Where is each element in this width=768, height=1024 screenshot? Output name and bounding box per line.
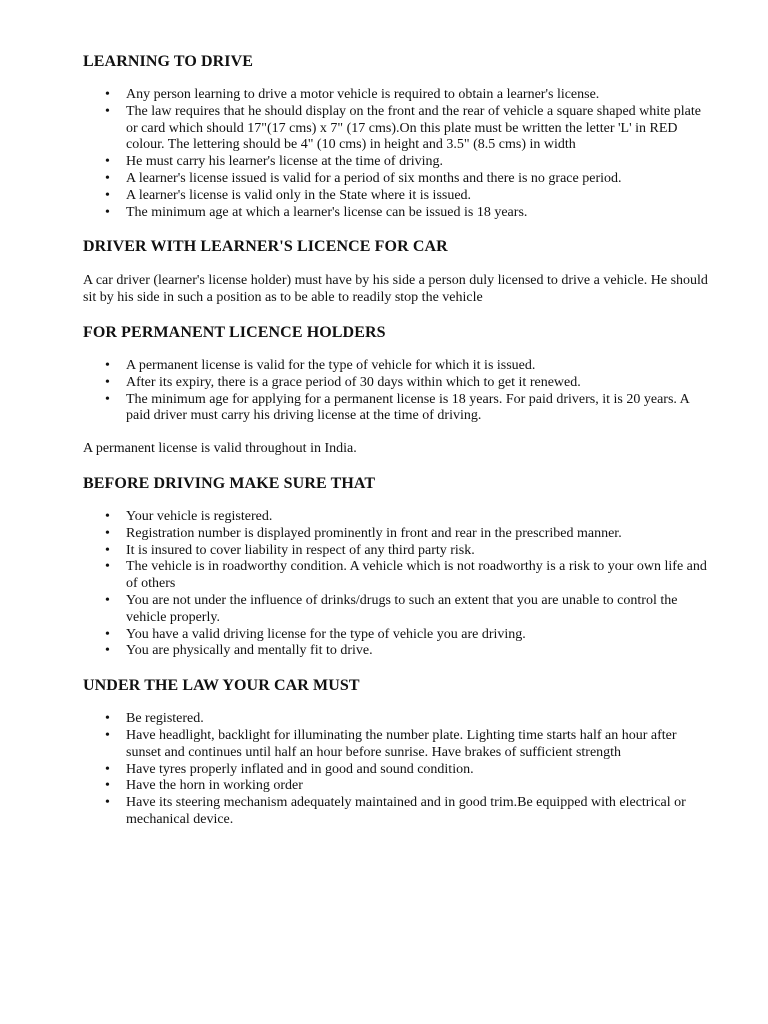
list-item: • It is insured to cover liability in respect of any third party risk. (126, 543, 708, 560)
list-item: • The minimum age at which a learner's license can be issued is 18 years. (126, 205, 708, 222)
list-item: • A permanent license is valid for the type of vehicle for which it is issued. (126, 358, 708, 375)
before-driving-list (83, 509, 708, 660)
list-item: • Be registered. (126, 711, 708, 728)
list-item: • He must carry his learner's license at the time of driving. (126, 154, 708, 171)
section-heading-learning-to-drive: LEARNING TO DRIVE (83, 53, 254, 70)
list-item: • Have headlight, backlight for illuminating the number plate. Lighting time starts half an hour after sunset and continues until half an hour before sunrise. Have brakes of sufficient strength (126, 728, 708, 762)
list-item: • Have tyres properly inflated and in good and sound condition. (126, 762, 708, 779)
list-item: • You are not under the influence of drinks/drugs to such an extent that you are unable to control the vehicle properly. (126, 593, 708, 627)
list-item: • A learner's license issued is valid for a period of six months and there is no grace period. (126, 171, 708, 188)
section-heading-permanent-licence: FOR PERMANENT LICENCE HOLDERS (83, 323, 386, 341)
section-heading-before-driving: BEFORE DRIVING MAKE SURE THAT (83, 474, 376, 492)
list-item: • You are physically and mentally fit to drive. (126, 643, 708, 660)
list-item: • The law requires that he should display on the front and the rear of vehicle a square shaped white plate or card which should 17"(17 cms) x 7" (17 cms).On this plate must be written the letter 'L' in RED colour. The lettering should be 4" (10 cms) in height and 3.5" (8.5 cms) in width (126, 104, 708, 154)
list-item: • A learner's license is valid only in the State where it is issued. (126, 188, 708, 205)
permanent-licence-note: A permanent license is valid throughout in India. (83, 441, 357, 457)
list-item: • Any person learning to drive a motor vehicle is required to obtain a learner's license. (126, 87, 708, 104)
section-heading-car-must: UNDER THE LAW YOUR CAR MUST (83, 677, 360, 695)
list-item: • The minimum age for applying for a permanent license is 18 years. For paid drivers, it is 20 years. A paid driver must carry his driving license at the time of driving. (126, 392, 708, 426)
list-item: • Have its steering mechanism adequately maintained and in good trim.Be equipped with electrical or mechanical device. (126, 795, 708, 829)
list-item: • Registration number is displayed prominently in front and rear in the prescribed manner. (126, 526, 708, 543)
learning-to-drive-list (83, 87, 708, 221)
permanent-licence-list (83, 358, 708, 425)
list-item: • You have a valid driving license for the type of vehicle you are driving. (126, 627, 708, 644)
section-heading-learner-licence-car: DRIVER WITH LEARNER'S LICENCE FOR CAR (83, 238, 448, 256)
list-item: • Have the horn in working order (126, 778, 708, 795)
learner-licence-paragraph: A car driver (learner's license holder) must have by his side a person duly licensed to drive a vehicle. He should sit by his side in such a position as to be able to readily stop the vehicle (83, 273, 708, 306)
list-item: • After its expiry, there is a grace period of 30 days within which to get it renewed. (126, 375, 708, 392)
car-must-list (83, 711, 708, 829)
list-item: • The vehicle is in roadworthy condition. A vehicle which is not roadworthy is a risk to your own life and of others (126, 559, 708, 593)
list-item: • Your vehicle is registered. (126, 509, 708, 526)
